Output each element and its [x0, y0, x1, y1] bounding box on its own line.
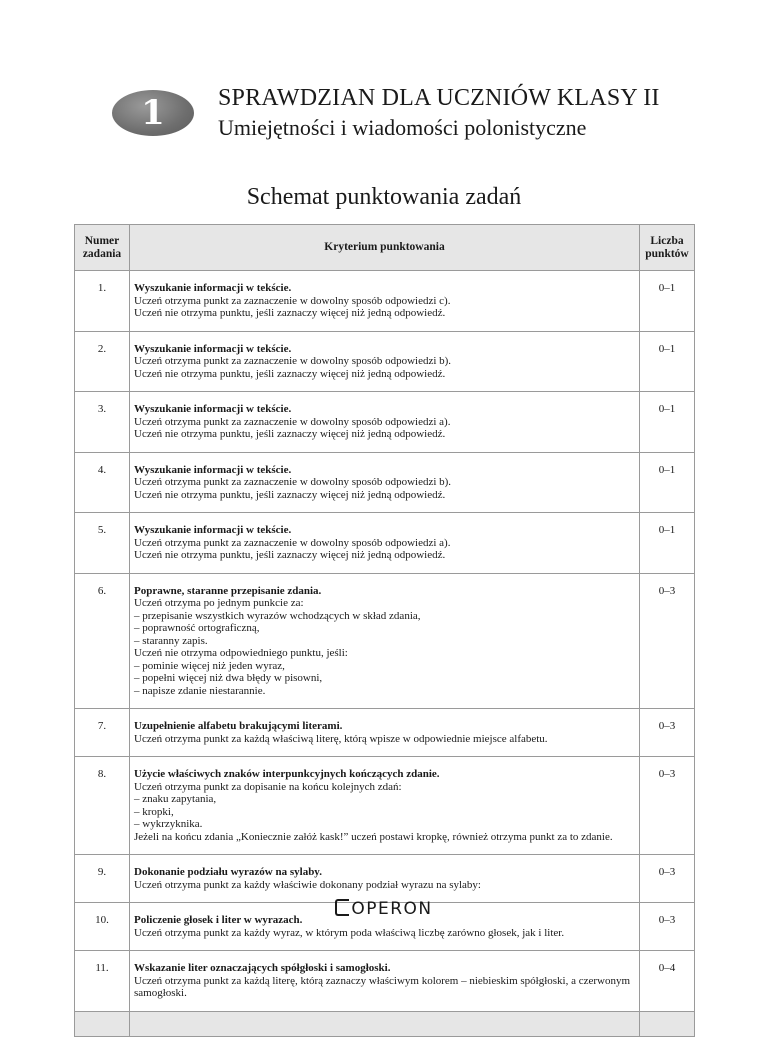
table-row	[75, 452, 695, 513]
points-cell: 0–3	[640, 757, 695, 855]
criterion-line: Jeżeli na końcu zdania „Koniecznie załóż kask!” uczeń postawi kropkę, również otrzyma punkt za to zdanie.	[134, 830, 613, 843]
criterion-line: – przepisanie wszystkich wyrazów wchodzących w skład zdania,	[134, 609, 421, 622]
table-row	[75, 951, 695, 1012]
criterion-cell	[130, 392, 640, 453]
task-number-cell: 3.	[75, 392, 130, 453]
table-footer-row	[75, 1011, 695, 1036]
criterion-line: Uczeń otrzyma po jednym punkcie za:	[134, 597, 304, 609]
task-number-cell: 6.	[75, 573, 130, 709]
task-number-cell: 2.	[75, 331, 130, 392]
criterion-cell	[130, 331, 640, 392]
table-row	[75, 271, 695, 332]
criterion-line: – popełni więcej niż dwa błędy w pisowni,	[134, 672, 323, 684]
points-cell: 0–3	[640, 903, 695, 951]
page-header	[112, 82, 712, 152]
criterion-line: – kropki,	[134, 805, 174, 818]
table-row	[75, 331, 695, 392]
test-number-badge: 1	[112, 90, 194, 136]
criterion-line: Uczeń nie otrzyma punktu, jeśli zaznaczy więcej niż jedną odpowiedź.	[134, 428, 446, 440]
column-header-task-number: Numer zadania	[75, 225, 130, 271]
task-number-cell: 4.	[75, 452, 130, 513]
book-icon	[335, 899, 349, 916]
table-row	[75, 757, 695, 855]
task-number-cell: 11.	[75, 951, 130, 1012]
points-cell: 0–1	[640, 452, 695, 513]
criterion-title: Wskazanie liter oznaczających spółgłoski i samogłoski.	[134, 962, 391, 974]
criterion-line: – znaku zapytania,	[134, 793, 217, 805]
criterion-title: Wyszukanie informacji w tekście.	[134, 524, 292, 536]
criterion-line: Uczeń otrzyma punkt za zaznaczenie w dowolny sposób odpowiedzi b).	[134, 476, 452, 488]
criterion-line: – wykrzyknika.	[134, 818, 203, 830]
criterion-cell	[130, 513, 640, 574]
test-subtitle: Umiejętności i wiadomości polonistyczne	[218, 115, 587, 140]
footer-cell	[130, 1011, 640, 1036]
task-number-cell: 8.	[75, 757, 130, 855]
footer-cell	[75, 1011, 130, 1036]
scoring-scheme-title: Schemat punktowania zadań	[246, 184, 522, 210]
criterion-line: – pominie więcej niż jeden wyraz,	[134, 659, 285, 672]
criterion-title: Użycie właściwych znaków interpunkcyjnych kończących zdanie.	[134, 768, 440, 780]
criterion-cell	[130, 855, 640, 903]
criterion-line: Uczeń nie otrzyma odpowiedniego punktu, jeśli:	[134, 647, 348, 659]
points-cell: 0–1	[640, 513, 695, 574]
criterion-cell	[130, 452, 640, 513]
criterion-line: Uczeń otrzyma punkt za każdy wyraz, w którym poda właściwą liczbę zarówno głosek, jak i liter.	[134, 926, 565, 939]
table-row	[75, 855, 695, 903]
criterion-line: Uczeń otrzyma punkt za zaznaczenie w dowolny sposób odpowiedzi a).	[134, 536, 451, 549]
criterion-cell	[130, 757, 640, 855]
table-header-row	[75, 225, 695, 271]
criterion-title: Policzenie głosek i liter w wyrazach.	[134, 914, 303, 926]
criterion-title: Wyszukanie informacji w tekście.	[134, 463, 292, 476]
criterion-line: Uczeń otrzyma punkt za dopisanie na końcu kolejnych zdań:	[134, 780, 402, 793]
criterion-cell	[130, 951, 640, 1012]
column-header-criterion: Kryterium punktowania	[130, 225, 640, 271]
table-row	[75, 709, 695, 757]
criterion-line: Uczeń nie otrzyma punktu, jeśli zaznaczy więcej niż jedną odpowiedź.	[134, 549, 446, 561]
criterion-line: – staranny zapis.	[134, 634, 208, 647]
criterion-line: – napisze zdanie niestarannie.	[134, 684, 266, 697]
criterion-title: Dokonanie podziału wyrazów na sylaby.	[134, 866, 322, 878]
table-row	[75, 513, 695, 574]
criterion-cell	[130, 271, 640, 332]
criterion-line: Uczeń otrzyma punkt za każdą właściwą literę, którą wpisze w odpowiednie miejsce alfabetu.	[134, 732, 548, 745]
criterion-title: Wyszukanie informacji w tekście.	[134, 282, 292, 294]
criterion-line: – poprawność ortograficzną,	[134, 622, 260, 634]
points-cell: 0–1	[640, 271, 695, 332]
criterion-line: Uczeń nie otrzyma punktu, jeśli zaznaczy więcej niż jedną odpowiedź.	[134, 367, 446, 380]
criterion-title: Wyszukanie informacji w tekście.	[134, 403, 292, 415]
operon-logo	[0, 899, 768, 919]
criterion-line: Uczeń nie otrzyma punktu, jeśli zaznaczy więcej niż jedną odpowiedź.	[134, 488, 446, 501]
test-title: SPRAWDZIAN DLA UCZNIÓW KLASY II	[218, 85, 660, 111]
criterion-line: Uczeń otrzyma punkt za zaznaczenie w dowolny sposób odpowiedzi a).	[134, 415, 451, 428]
points-cell: 0–4	[640, 951, 695, 1012]
points-cell: 0–3	[640, 573, 695, 709]
task-number-cell: 10.	[75, 903, 130, 951]
logo-text: OPERON	[351, 899, 433, 919]
criterion-title: Poprawne, staranne przepisanie zdania.	[134, 584, 322, 597]
points-cell: 0–3	[640, 855, 695, 903]
footer-cell	[640, 1011, 695, 1036]
task-number-cell: 7.	[75, 709, 130, 757]
task-number-cell: 5.	[75, 513, 130, 574]
criterion-line: Uczeń otrzyma punkt za zaznaczenie w dowolny sposób odpowiedzi c).	[134, 294, 451, 307]
criterion-title: Uzupełnienie alfabetu brakującymi literami.	[134, 720, 343, 732]
criterion-line: Uczeń otrzyma punkt za zaznaczenie w dowolny sposób odpowiedzi b).	[134, 355, 452, 367]
column-header-points: Liczba punktów	[640, 225, 695, 271]
task-number-cell: 9.	[75, 855, 130, 903]
points-cell: 0–1	[640, 331, 695, 392]
points-cell: 0–3	[640, 709, 695, 757]
criterion-cell	[130, 709, 640, 757]
task-number-cell: 1.	[75, 271, 130, 332]
points-cell: 0–1	[640, 392, 695, 453]
criterion-line: Uczeń otrzyma punkt za każdą literę, którą zaznaczy właściwym kolorem – niebieskim spółgłoski, a czerwonym samogłoski.	[134, 974, 631, 999]
criterion-title: Wyszukanie informacji w tekście.	[134, 342, 292, 355]
criterion-line: Uczeń otrzyma punkt za każdy właściwie dokonany podział wyrazu na sylaby:	[134, 878, 481, 891]
criterion-cell	[130, 573, 640, 709]
table-row	[75, 573, 695, 709]
table-row	[75, 392, 695, 453]
criterion-line: Uczeń nie otrzyma punktu, jeśli zaznaczy więcej niż jedną odpowiedź.	[134, 307, 446, 319]
